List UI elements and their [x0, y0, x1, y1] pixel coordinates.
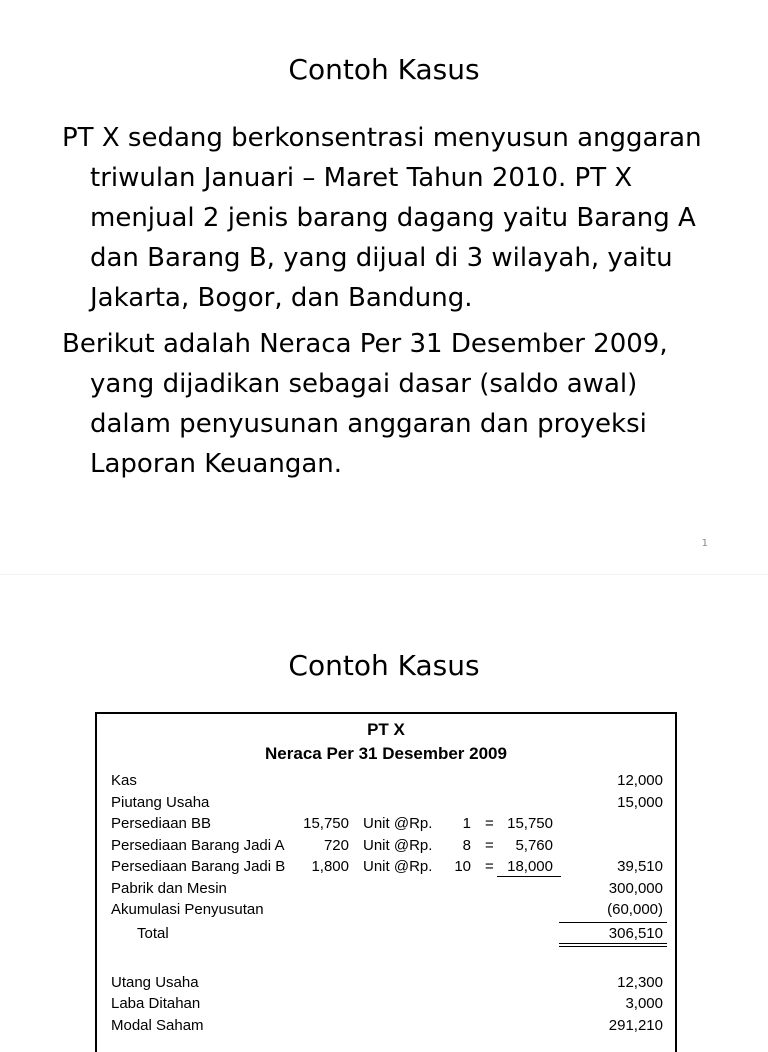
- row-label: Laba Ditahan: [111, 995, 201, 1012]
- slide-title: Contoh Kasus: [288, 53, 480, 86]
- slide-divider: [0, 574, 768, 575]
- row-subtotal: 18,000: [507, 858, 553, 875]
- total-row: [97, 923, 675, 944]
- asset-row: [97, 813, 675, 834]
- company-name: PT X: [367, 720, 405, 739]
- total-amount: 306,510: [608, 924, 663, 942]
- row-label: Akumulasi Penyusutan: [111, 901, 264, 918]
- row-label: Piutang Usaha: [111, 793, 210, 811]
- row-price: 8: [462, 836, 471, 854]
- liability-row: [97, 972, 675, 993]
- row-price: 1: [462, 815, 471, 832]
- row-amount: 291,210: [608, 1016, 663, 1034]
- row-amount: 300,000: [608, 879, 663, 897]
- page-number: 1: [701, 538, 708, 549]
- slide-body: [62, 118, 722, 490]
- row-amount: 15,000: [617, 793, 663, 811]
- row-amount: (60,000): [607, 901, 663, 918]
- paragraph: PT X sedang berkonsentrasi menyusun anggaran triwulan Januari – Maret Tahun 2010. PT X menjual 2 jenis barang dagang yaitu Barang A dan Barang B, yang dijual di 3 wilayah, yaitu Jakarta, Bogor, dan Bandung.: [62, 123, 702, 313]
- balance-sheet: [95, 712, 677, 1052]
- asset-row: [97, 856, 675, 877]
- row-amount: 12,300: [617, 973, 663, 991]
- asset-row: [97, 899, 675, 920]
- total-label: Total: [137, 924, 169, 942]
- row-subtotal: 15,750: [507, 815, 553, 832]
- row-quantity: 15,750: [303, 815, 349, 832]
- row-label: Persediaan BB: [111, 815, 212, 832]
- row-label: Kas: [111, 772, 137, 789]
- row-unit: Unit @Rp.: [363, 858, 433, 875]
- row-label: Persediaan Barang Jadi B: [111, 858, 286, 875]
- asset-row: [97, 792, 675, 813]
- row-amount: 3,000: [625, 995, 663, 1012]
- row-amount: 39,510: [617, 858, 663, 875]
- slide-title: Contoh Kasus: [288, 649, 480, 682]
- row-amount: 12,000: [617, 772, 663, 789]
- row-label: Pabrik dan Mesin: [111, 879, 227, 897]
- row-label: Modal Saham: [111, 1016, 204, 1034]
- liability-row: [97, 993, 675, 1014]
- row-label: Utang Usaha: [111, 973, 199, 991]
- total-double-rule: [559, 943, 667, 944]
- row-label: Persediaan Barang Jadi A: [111, 836, 285, 854]
- row-equals: =: [485, 836, 494, 854]
- row-equals: =: [485, 815, 494, 832]
- asset-row: [97, 835, 675, 856]
- total-double-rule: [559, 946, 667, 947]
- asset-row: [97, 770, 675, 791]
- row-unit: Unit @Rp.: [363, 815, 433, 832]
- liability-row: [97, 1015, 675, 1036]
- row-unit: Unit @Rp.: [363, 836, 433, 854]
- row-price: 10: [454, 858, 471, 875]
- row-subtotal: 5,760: [515, 836, 553, 854]
- row-quantity: 720: [323, 836, 349, 854]
- paragraph: Berikut adalah Neraca Per 31 Desember 2009, yang dijadikan sebagai dasar (saldo awal) dalam penyusunan anggaran dan proyeksi Laporan Keuangan.: [62, 329, 668, 479]
- row-quantity: 1,800: [311, 858, 349, 875]
- row-equals: =: [485, 858, 494, 875]
- asset-row: [97, 878, 675, 899]
- sheet-heading: Neraca Per 31 Desember 2009: [265, 744, 507, 763]
- slide-2: [0, 580, 768, 1034]
